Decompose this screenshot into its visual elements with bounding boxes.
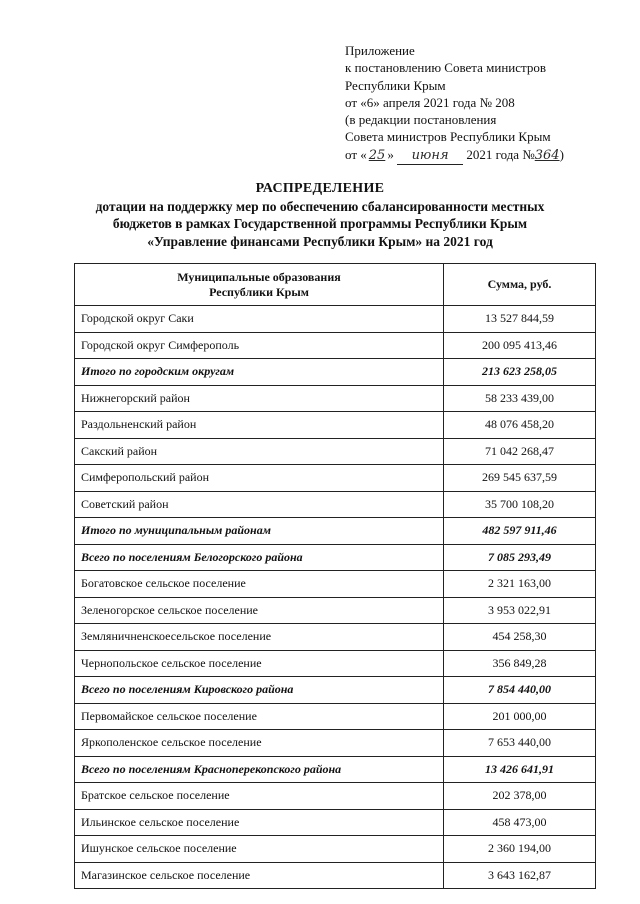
appendix-line-7	[345, 146, 564, 165]
table-row	[75, 465, 596, 492]
municipality-name: Итого по муниципальным районам	[75, 518, 444, 545]
table-row	[75, 650, 596, 677]
municipality-name: Итого по городским округам	[75, 359, 444, 386]
amount-value: 2 360 194,00	[444, 836, 596, 863]
table-row	[75, 783, 596, 810]
amount-value: 7 653 440,00	[444, 730, 596, 757]
document-heading	[0, 180, 640, 250]
municipality-name: Первомайское сельское поселение	[75, 703, 444, 730]
header-amount: Сумма, руб.	[444, 264, 596, 306]
document-title: РАСПРЕДЕЛЕНИЕ	[255, 181, 385, 196]
amount-value: 200 095 413,46	[444, 332, 596, 359]
table-total-row	[75, 677, 596, 704]
amount-value: 3 643 162,87	[444, 862, 596, 889]
amount-value: 482 597 911,46	[444, 518, 596, 545]
municipality-name: Сакский район	[75, 438, 444, 465]
amount-value: 213 623 258,05	[444, 359, 596, 386]
municipality-name: Ильинское сельское поселение	[75, 809, 444, 836]
municipality-name: Зеленогорское сельское поселение	[75, 597, 444, 624]
table-row	[75, 571, 596, 598]
table-row	[75, 438, 596, 465]
table-body	[75, 306, 596, 889]
heading-line-1: дотации на поддержку мер по обеспечению сбалансированности местных	[95, 198, 545, 214]
amount-value: 201 000,00	[444, 703, 596, 730]
table-row	[75, 730, 596, 757]
amount-value: 58 233 439,00	[444, 385, 596, 412]
amount-value: 458 473,00	[444, 809, 596, 836]
amount-value: 3 953 022,91	[444, 597, 596, 624]
municipality-name: Всего по поселениям Кировского района	[75, 677, 444, 704]
municipality-name: Братское сельское поселение	[75, 783, 444, 810]
table-total-row	[75, 518, 596, 545]
date-quote: »	[387, 146, 394, 162]
municipality-name: Городской округ Саки	[75, 306, 444, 333]
table-row	[75, 412, 596, 439]
distribution-table	[74, 263, 596, 889]
table-total-row	[75, 756, 596, 783]
table-row	[75, 809, 596, 836]
header-municipality-line-1: Муниципальные образования	[177, 269, 341, 284]
appendix-block	[345, 42, 564, 165]
amount-value: 71 042 268,47	[444, 438, 596, 465]
municipality-name: Чернопольское сельское поселение	[75, 650, 444, 677]
municipality-name: Раздольненский район	[75, 412, 444, 439]
municipality-name: Всего по поселениям Красноперекопского района	[75, 756, 444, 783]
municipality-name: Всего по поселениям Белогорского района	[75, 544, 444, 571]
municipality-name: Земляничненскоесельское поселение	[75, 624, 444, 651]
table-row	[75, 385, 596, 412]
amount-value: 269 545 637,59	[444, 465, 596, 492]
header-municipality-line-2: Республики Крым	[209, 284, 309, 299]
amount-value: 7 085 293,49	[444, 544, 596, 571]
municipality-name: Богатовское сельское поселение	[75, 571, 444, 598]
municipality-name: Симферопольский район	[75, 465, 444, 492]
appendix-line-5: (в редакции постановления	[345, 112, 497, 128]
appendix-line-4: от «6» апреля 2021 года № 208	[345, 94, 515, 110]
municipality-name: Городской округ Симферополь	[75, 332, 444, 359]
handwritten-month: июня	[397, 147, 463, 165]
amount-value: 202 378,00	[444, 783, 596, 810]
table-row	[75, 624, 596, 651]
municipality-name: Нижнегорский район	[75, 385, 444, 412]
table-row	[75, 836, 596, 863]
handwritten-day: 25	[368, 147, 386, 163]
municipality-name: Магазинское сельское поселение	[75, 862, 444, 889]
table-row	[75, 703, 596, 730]
appendix-line-1: Приложение	[345, 43, 415, 58]
date-prefix: от «	[345, 146, 367, 162]
handwritten-number: 364	[534, 147, 560, 163]
amount-value: 454 258,30	[444, 624, 596, 651]
table-row	[75, 491, 596, 518]
municipality-name: Яркополенское сельское поселение	[75, 730, 444, 757]
table-row	[75, 862, 596, 889]
table-row	[75, 332, 596, 359]
table-total-row	[75, 544, 596, 571]
table-total-row	[75, 359, 596, 386]
appendix-line-6: Совета министров Республики Крым	[345, 129, 551, 145]
header-municipality	[75, 264, 444, 306]
amount-value: 48 076 458,20	[444, 412, 596, 439]
appendix-line-2: к постановлению Совета министров	[345, 60, 546, 76]
amount-value: 13 527 844,59	[444, 306, 596, 333]
table-row	[75, 306, 596, 333]
table-row	[75, 597, 596, 624]
amount-value: 35 700 108,20	[444, 491, 596, 518]
heading-line-3: «Управление финансами Республики Крым» на 2021 год	[147, 233, 493, 249]
heading-line-2: бюджетов в рамках Государственной программы Республики Крым	[112, 216, 528, 231]
table-header-row	[75, 264, 596, 306]
date-suffix: )	[559, 146, 564, 162]
municipality-name: Советский район	[75, 491, 444, 518]
amount-value: 7 854 440,00	[444, 677, 596, 704]
amount-value: 2 321 163,00	[444, 571, 596, 598]
municipality-name: Ишунское сельское поселение	[75, 836, 444, 863]
amount-value: 356 849,28	[444, 650, 596, 677]
appendix-line-3: Республики Крым	[345, 77, 446, 93]
date-year: 2021 года №	[466, 146, 535, 162]
amount-value: 13 426 641,91	[444, 756, 596, 783]
